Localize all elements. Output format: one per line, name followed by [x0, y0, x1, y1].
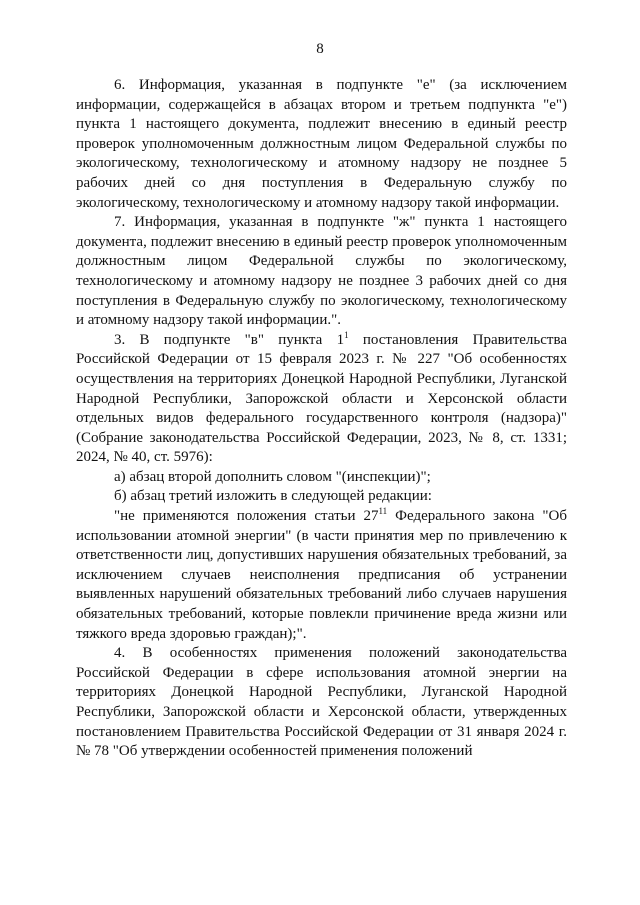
paragraph-3-text-end: постановления Правительства Российской Федерации от 15 февраля 2023 г. № 227 "Об особенностях осуществления на территориях Донецкой Народной Республики, Луганской Народной Республики, Запорожской области и Херсонской области отдельных видов федерального государственного контроля (надзора)" (Собрание законодательства Российской Федерации, 2023, № 8, ст. 1331; 2024, № 40, ст. 5976):	[76, 331, 568, 466]
paragraph-3-text-start: 3. В подпункте "в" пункта 1	[114, 331, 345, 348]
superscript-1: 1	[344, 329, 349, 340]
paragraph-7: 7. Информация, указанная в подпункте "ж" пункта 1 настоящего документа, подлежит внесению в единый реестр проверок уполномоченным должностным лицом Федеральной службы по экологическому, технологическому и атомному надзору не позднее 3 рабочих дней со дня поступления в Федеральную службу по экологическому, технологическому и атомному надзору такой информации.".	[76, 214, 567, 329]
document-body	[76, 76, 567, 762]
quoted-paragraph	[76, 507, 567, 644]
paragraph-3	[76, 331, 567, 468]
subparagraph-b: б) абзац третий изложить в следующей редакции:	[114, 488, 432, 505]
quoted-text-end: Федерального закона "Об использовании атомной энергии" (в части принятия мер по привлечению к ответственности лиц, допустивших нарушения обязательных требований, за исключением случаев неисполнения предписания об устранении выявленных нарушений обязательных требований либо случаев нарушения обязательных требований, которые повлекли причинение вреда жизни или тяжкого вреда здоровью граждан);".	[76, 508, 567, 642]
quoted-text-start: "не применяются положения статьи 27	[114, 508, 379, 525]
subparagraph-a: а) абзац второй дополнить словом "(инспекции)";	[114, 468, 431, 485]
superscript-11: 11	[378, 506, 388, 517]
paragraph-4: 4. В особенностях применения положений законодательства Российской Федерации в сфере использования атомной энергии на территориях Донецкой Народной Республики, Луганской Народной Республики, Запорожской области и Херсонской области, утвержденных постановлением Правительства Российской Федерации от 31 января 2024 г. № 78 "Об утверждении особенностей применения положений	[76, 645, 567, 760]
paragraph-6: 6. Информация, указанная в подпункте "е" (за исключением информации, содержащейся в абзацах втором и третьем подпункта "е") пункта 1 настоящего документа, подлежит внесению в единый реестр проверок уполномоченным должностным лицом Федеральной службы по экологическому, технологическому и атомному надзору не позднее 5 рабочих дней со дня поступления в Федеральную службу по экологическому, технологическому и атомному надзору такой информации.	[76, 77, 567, 211]
page-number: 8	[316, 41, 324, 57]
